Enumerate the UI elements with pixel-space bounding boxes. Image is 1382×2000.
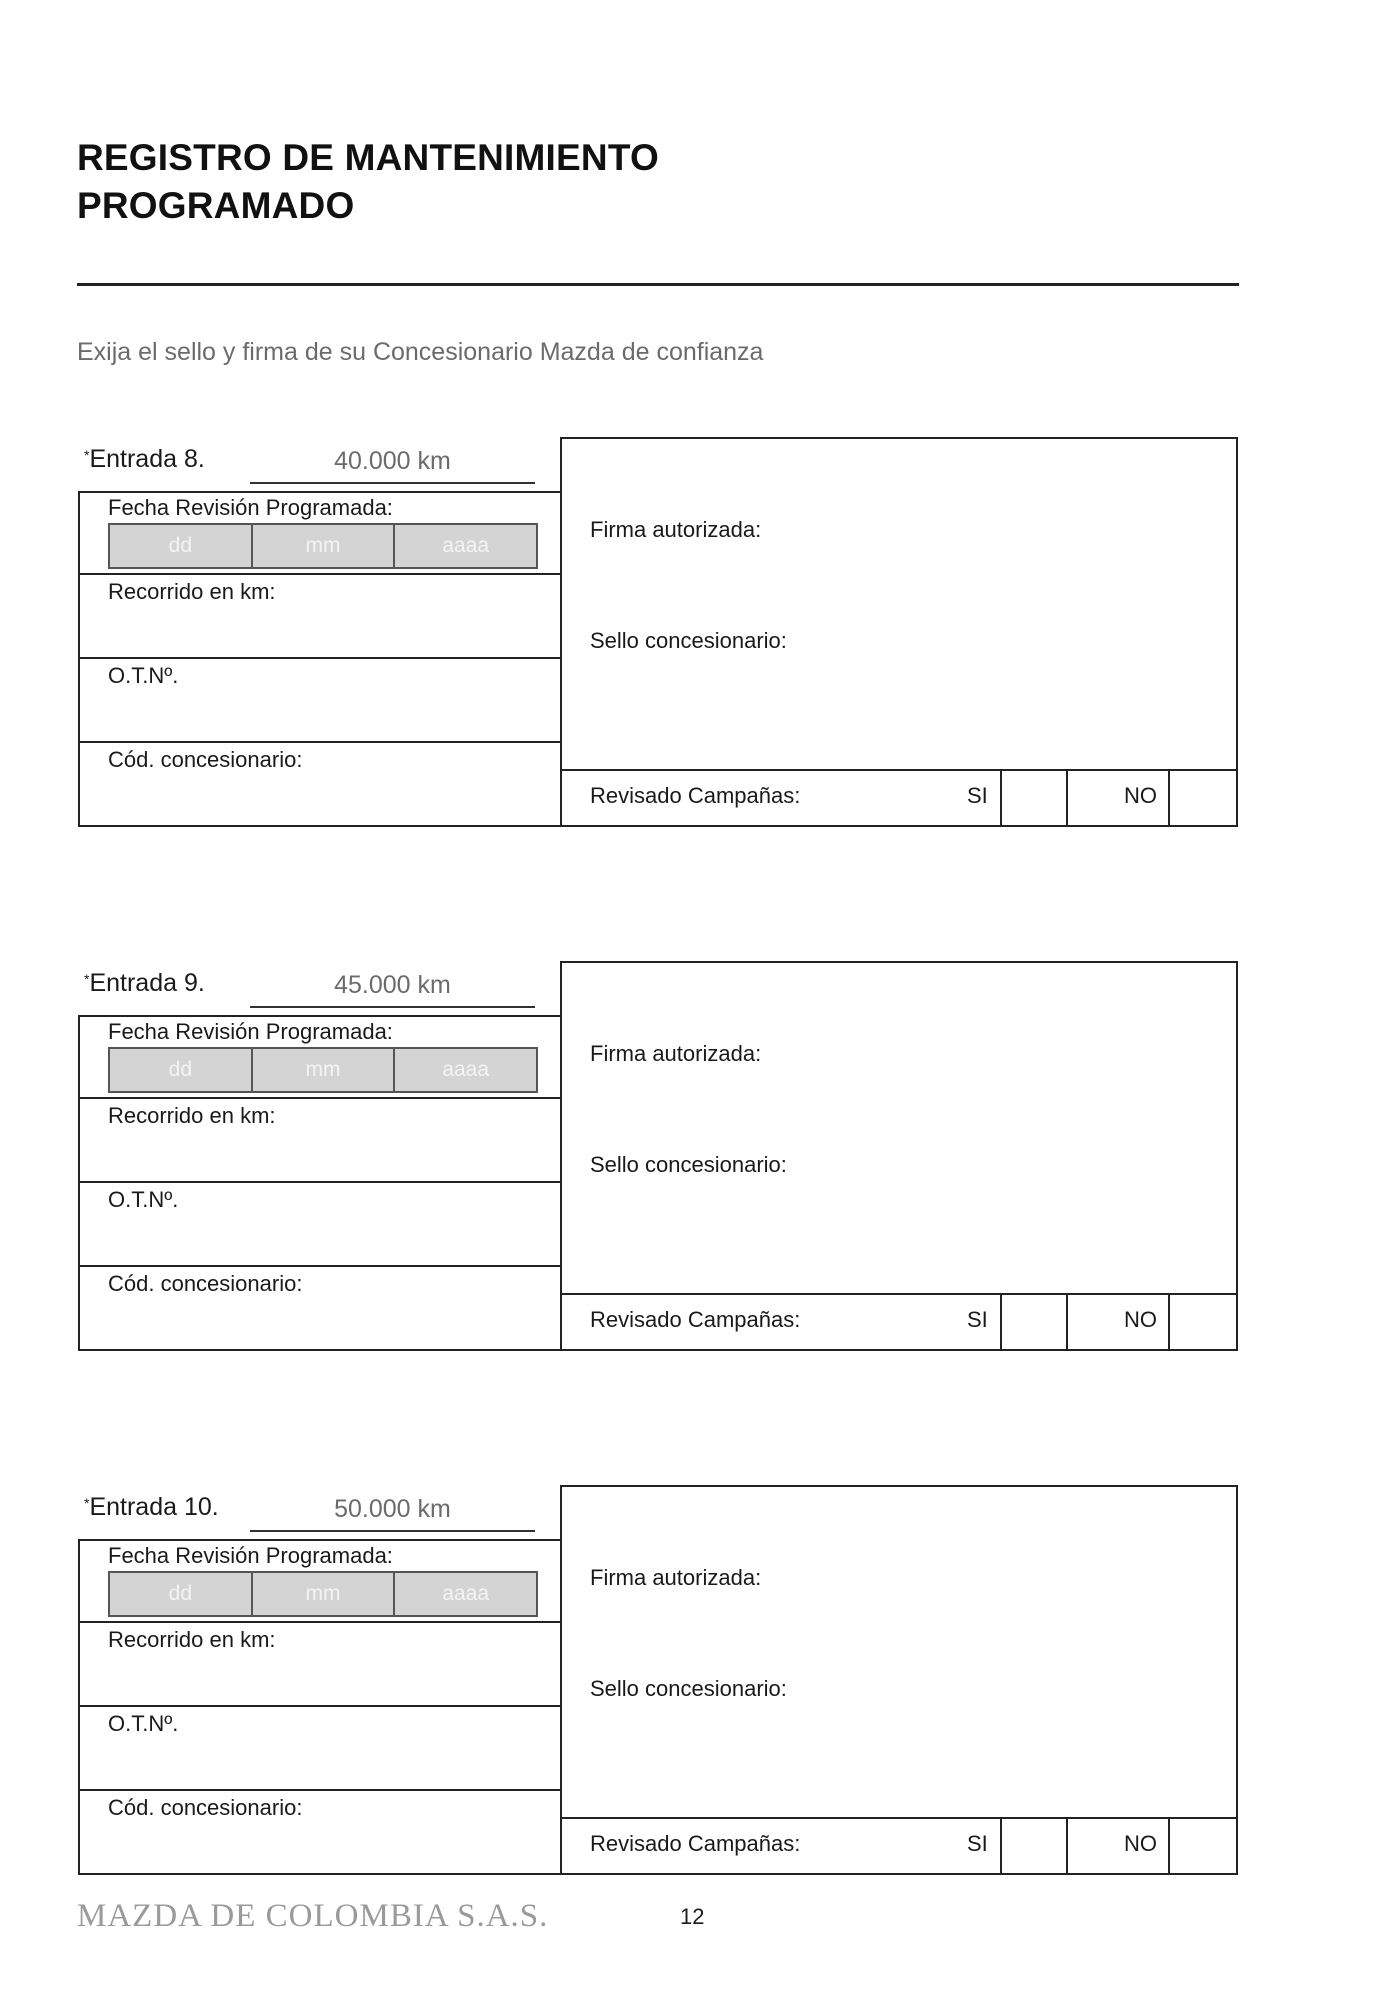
km-value: 45.000 km bbox=[334, 971, 451, 999]
entry-left-column bbox=[78, 491, 560, 827]
box-divider bbox=[1066, 1819, 1068, 1873]
campanas-row bbox=[562, 1293, 1236, 1349]
cod-concesionario-field[interactable] bbox=[80, 1267, 560, 1349]
no-label: NO bbox=[1124, 783, 1157, 808]
no-checkbox[interactable] bbox=[1170, 1819, 1236, 1873]
entry-left-column bbox=[78, 1539, 560, 1875]
entry-heading bbox=[84, 1493, 219, 1522]
campanas-row bbox=[562, 769, 1236, 825]
year-field[interactable]: aaaa bbox=[442, 1058, 490, 1081]
si-checkbox[interactable] bbox=[1002, 771, 1066, 825]
entry-heading bbox=[84, 445, 205, 474]
no-checkbox[interactable] bbox=[1170, 1295, 1236, 1349]
recorrido-field[interactable] bbox=[80, 1099, 560, 1181]
km-value: 40.000 km bbox=[334, 447, 451, 475]
cod-concesionario-field[interactable] bbox=[80, 743, 560, 825]
ot-label: O.T.Nº. bbox=[108, 663, 179, 688]
entry-card-8 bbox=[78, 437, 1238, 829]
entry-asterisk: * bbox=[84, 1495, 90, 1511]
year-field[interactable]: aaaa bbox=[442, 534, 490, 557]
ot-field[interactable] bbox=[80, 1707, 560, 1789]
si-label: SI bbox=[967, 1831, 988, 1856]
entry-card-10 bbox=[78, 1485, 1238, 1877]
fecha-label: Fecha Revisión Programada: bbox=[108, 1019, 393, 1044]
firma-label: Firma autorizada: bbox=[590, 517, 762, 542]
fecha-cell bbox=[80, 491, 560, 573]
recorrido-label: Recorrido en km: bbox=[108, 1103, 276, 1128]
ot-field[interactable] bbox=[80, 659, 560, 741]
sello-label: Sello concesionario: bbox=[590, 1676, 787, 1701]
page-subtitle: Exija el sello y firma de su Concesionario Mazda de confianza bbox=[77, 338, 764, 366]
campanas-label: Revisado Campañas: bbox=[590, 1831, 801, 1856]
ot-field[interactable] bbox=[80, 1183, 560, 1265]
entry-asterisk: * bbox=[84, 447, 90, 463]
sello-label: Sello concesionario: bbox=[590, 628, 787, 653]
box-divider bbox=[1066, 771, 1068, 825]
box-divider bbox=[1066, 1295, 1068, 1349]
km-value: 50.000 km bbox=[334, 1495, 451, 1523]
entry-label: Entrada 10. bbox=[89, 1493, 219, 1521]
ot-label: O.T.Nº. bbox=[108, 1711, 179, 1736]
entry-card-9 bbox=[78, 961, 1238, 1353]
fecha-cell bbox=[80, 1015, 560, 1097]
day-field[interactable]: dd bbox=[110, 1573, 253, 1615]
cod-concesionario-label: Cód. concesionario: bbox=[108, 747, 303, 772]
entry-left-column bbox=[78, 1015, 560, 1351]
cod-concesionario-label: Cód. concesionario: bbox=[108, 1271, 303, 1296]
recorrido-label: Recorrido en km: bbox=[108, 1627, 276, 1652]
cod-concesionario-field[interactable] bbox=[80, 1791, 560, 1873]
title-divider bbox=[77, 283, 1239, 286]
entry-label: Entrada 8. bbox=[89, 445, 205, 473]
date-input-group bbox=[108, 1571, 538, 1617]
recorrido-field[interactable] bbox=[80, 575, 560, 657]
date-input-group bbox=[108, 523, 538, 569]
si-label: SI bbox=[967, 783, 988, 808]
recorrido-field[interactable] bbox=[80, 1623, 560, 1705]
firma-label: Firma autorizada: bbox=[590, 1565, 762, 1590]
entry-right-column bbox=[560, 437, 1238, 827]
no-checkbox[interactable] bbox=[1170, 771, 1236, 825]
si-checkbox[interactable] bbox=[1002, 1295, 1066, 1349]
page-title bbox=[77, 134, 977, 230]
day-field[interactable]: dd bbox=[110, 525, 253, 567]
si-checkbox[interactable] bbox=[1002, 1819, 1066, 1873]
year-field[interactable]: aaaa bbox=[442, 1582, 490, 1605]
no-label: NO bbox=[1124, 1831, 1157, 1856]
recorrido-label: Recorrido en km: bbox=[108, 579, 276, 604]
entry-heading bbox=[84, 969, 205, 998]
entry-right-column bbox=[560, 1485, 1238, 1875]
month-field[interactable]: mm bbox=[253, 1049, 396, 1091]
month-field[interactable]: mm bbox=[253, 525, 396, 567]
entry-right-column bbox=[560, 961, 1238, 1351]
fecha-label: Fecha Revisión Programada: bbox=[108, 1543, 393, 1568]
km-field bbox=[250, 437, 535, 484]
firma-label: Firma autorizada: bbox=[590, 1041, 762, 1066]
entry-label: Entrada 9. bbox=[89, 969, 205, 997]
campanas-label: Revisado Campañas: bbox=[590, 1307, 801, 1332]
day-field[interactable]: dd bbox=[110, 1049, 253, 1091]
campanas-label: Revisado Campañas: bbox=[590, 783, 801, 808]
page-title-line-2: PROGRAMADO bbox=[77, 185, 355, 226]
page-title-line-1: REGISTRO DE MANTENIMIENTO bbox=[77, 137, 659, 178]
km-field bbox=[250, 1485, 535, 1532]
month-field[interactable]: mm bbox=[253, 1573, 396, 1615]
campanas-row bbox=[562, 1817, 1236, 1873]
date-input-group bbox=[108, 1047, 538, 1093]
no-label: NO bbox=[1124, 1307, 1157, 1332]
footer-brand: MAZDA DE COLOMBIA S.A.S. bbox=[77, 1898, 549, 1934]
fecha-label: Fecha Revisión Programada: bbox=[108, 495, 393, 520]
fecha-cell bbox=[80, 1539, 560, 1621]
si-label: SI bbox=[967, 1307, 988, 1332]
entry-asterisk: * bbox=[84, 971, 90, 987]
page-number: 12 bbox=[680, 1904, 705, 1929]
km-field bbox=[250, 961, 535, 1008]
sello-label: Sello concesionario: bbox=[590, 1152, 787, 1177]
ot-label: O.T.Nº. bbox=[108, 1187, 179, 1212]
cod-concesionario-label: Cód. concesionario: bbox=[108, 1795, 303, 1820]
